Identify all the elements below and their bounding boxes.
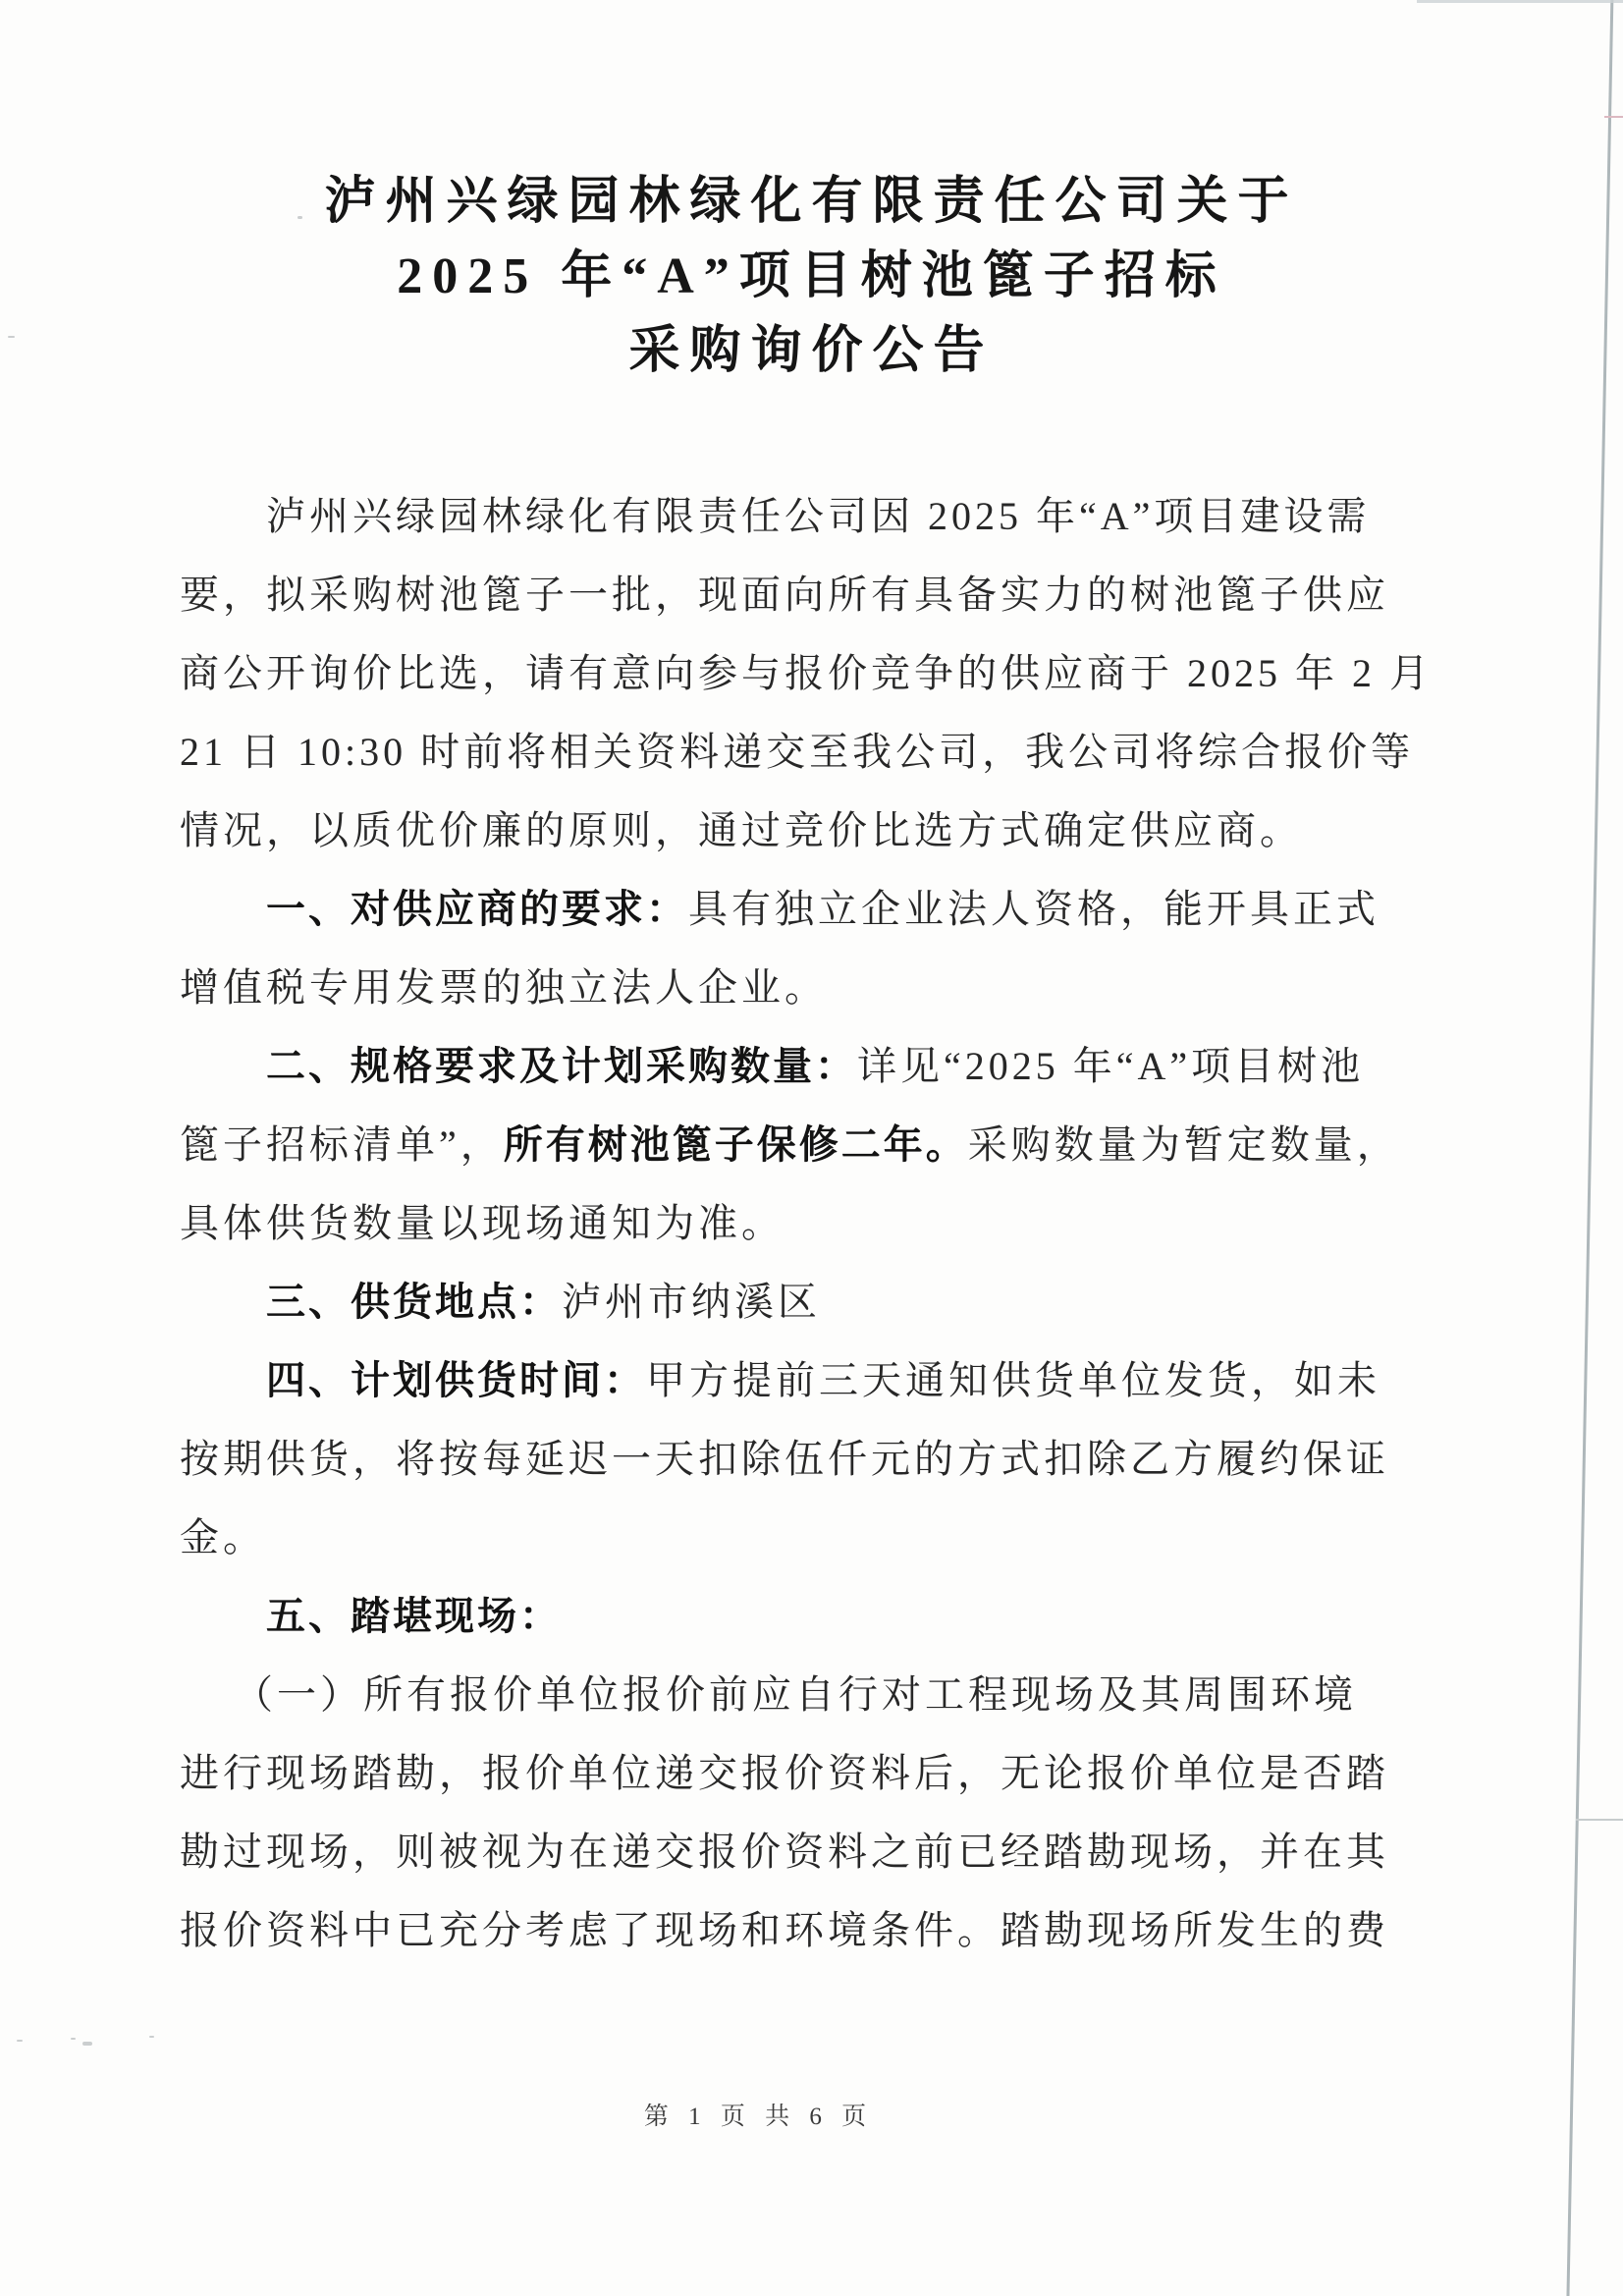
footer-page-number: 第 1 页 共 6 页 (643, 2104, 874, 2130)
section-heading-line (180, 1577, 1448, 1656)
scan-artifact-line (1604, 116, 1623, 118)
section-heading-line (180, 1027, 1448, 1106)
section-heading-line (180, 1341, 1448, 1420)
doc-line: 进行现场踏勘，报价单位递交报价资料后，无论报价单位是否踏 (180, 1751, 1389, 1795)
doc-line: 按期供货，将按每延迟一天扣除伍仟元的方式扣除乙方履约保证 (180, 1437, 1389, 1481)
scan-speck (17, 2040, 23, 2042)
doc-line: 具体供货数量以现场通知为准。 (180, 1201, 784, 1245)
doc-run: 篦子招标清单”， (180, 1122, 504, 1167)
section-3-text: 泸州市纳溪区 (562, 1280, 821, 1324)
document-title (0, 165, 1623, 389)
doc-line: 商公开询价比选，请有意向参与报价竞争的供应商于 2025 年 2 月 (180, 651, 1433, 695)
doc-line: 报价资料中已充分考虑了现场和环境条件。踏勘现场所发生的费 (180, 1908, 1389, 1952)
section-2-heading: 二、规格要求及计划采购数量： (266, 1045, 857, 1088)
section-4-heading: 四、计划供货时间： (266, 1359, 646, 1402)
doc-line: 金。 (180, 1515, 266, 1559)
section-1-text: 具有独立企业法人资格，能开具正式 (688, 887, 1380, 931)
scan-speck (8, 336, 15, 338)
section-5-heading: 五、踏堪现场： (266, 1595, 562, 1638)
doc-line (180, 1106, 1448, 1184)
doc-line: 泸州兴绿园林绿化有限责任公司因 2025 年“A”项目建设需 (266, 494, 1371, 538)
doc-line: 增值税专用发票的独立法人企业。 (180, 965, 828, 1010)
scan-artifact-line (1576, 1819, 1623, 1821)
doc-line: 勘过现场，则被视为在递交报价资料之前已经踏勘现场，并在其 (180, 1830, 1389, 1874)
doc-line: 21 日 10:30 时前将相关资料递交至我公司，我公司将综合报价等 (180, 730, 1415, 774)
warranty-bold-text: 所有树池篦子保修二年。 (503, 1123, 968, 1167)
section-4-text: 甲方提前三天通知供货单位发货，如未 (646, 1358, 1380, 1402)
doc-line: （一）所有报价单位报价前应自行对工程现场及其周围环境 (234, 1672, 1357, 1717)
doc-line: 要，拟采购树池篦子一批，现面向所有具备实力的树池篦子供应 (180, 573, 1389, 617)
scan-speck (71, 2038, 76, 2040)
scan-top-edge-strip (1417, 0, 1623, 3)
title-line-2: 2025 年“A”项目树池篦子招标 (397, 248, 1226, 304)
section-heading-line (180, 1263, 1448, 1341)
section-heading-line (180, 870, 1448, 949)
section-1-heading: 一、对供应商的要求： (266, 888, 688, 931)
title-line-1: 泸州兴绿园林绿化有限责任公司关于 (324, 174, 1299, 230)
scan-speck (82, 2042, 92, 2046)
scan-speck (149, 2036, 154, 2038)
section-2-text: 详见“2025 年“A”项目树池 (857, 1044, 1365, 1088)
title-line-3: 采购询价公告 (628, 323, 995, 379)
document-body (180, 477, 1448, 1970)
doc-run: 采购数量为暂定数量， (967, 1122, 1400, 1167)
doc-line: 情况，以质优价廉的原则，通过竞价比选方式确定供应商。 (180, 808, 1303, 852)
section-3-heading: 三、供货地点： (266, 1281, 562, 1324)
scan-speck (298, 216, 302, 219)
